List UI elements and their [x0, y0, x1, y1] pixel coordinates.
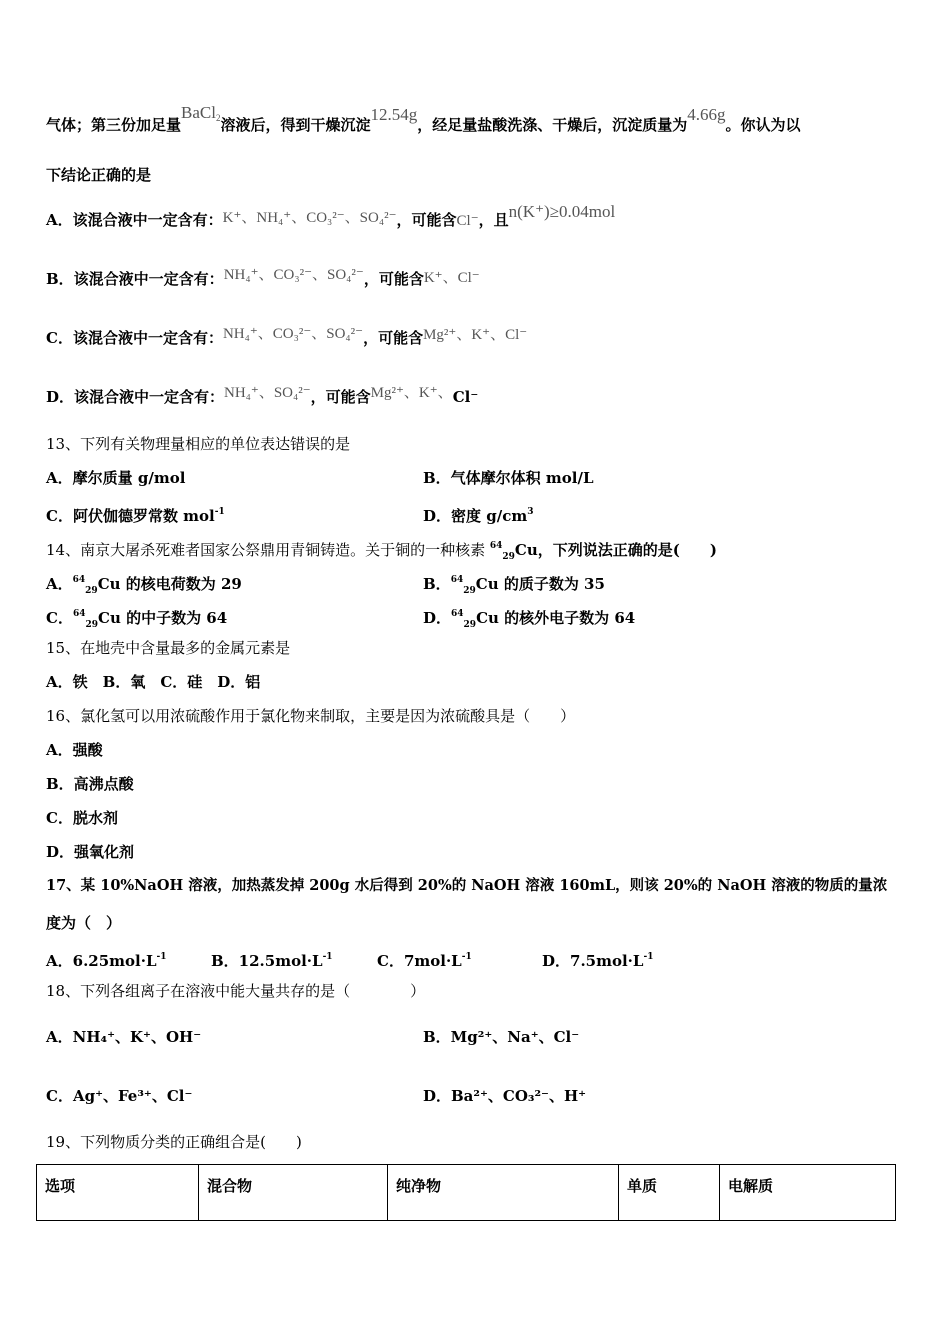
- q12-line1: [46, 103, 801, 137]
- table-header-cell: 选项: [37, 1165, 199, 1221]
- q12-c-may: Mg²⁺、K⁺、Cl⁻: [423, 327, 528, 343]
- table-header-cell: 单质: [619, 1165, 720, 1221]
- q18-options-row2: [46, 1086, 587, 1106]
- table-header-cell: 电解质: [720, 1165, 896, 1221]
- q13-stem: 13、下列有关物理量相应的单位表达错误的是: [46, 435, 351, 453]
- q14-option-c: C．$^{64}_{29}$Cu 的中子数为 64: [46, 609, 228, 630]
- q18-option-a: A．NH₄⁺、K⁺、OH⁻: [46, 1028, 202, 1046]
- formula-bacl2: BaCl2: [181, 103, 221, 123]
- q12-option-d: D．该混合液中一定含有：NH₄⁺、SO₄²⁻，可能含Mg²⁺、K⁺、Cl⁻: [46, 385, 479, 406]
- q16-option-b: B．高沸点酸: [46, 775, 134, 793]
- q12-b-may: K⁺、Cl⁻: [423, 270, 480, 286]
- q12-option-b: B．该混合液中一定含有：NH₄⁺、CO₃²⁻、SO₄²⁻，可能含K⁺、Cl⁻: [46, 267, 480, 288]
- q12-d-ions: NH₄⁺、SO₄²⁻: [224, 385, 311, 401]
- q12-d-may: Mg²⁺、K⁺、: [370, 385, 453, 401]
- q13-option-c: C．阿伏伽德罗常数 mol$^{-1}$: [46, 507, 225, 525]
- q15-stem: 15、在地壳中含量最多的金属元素是: [46, 639, 291, 657]
- q14-option-b: B．$^{64}_{29}$Cu 的质子数为 35: [423, 575, 605, 596]
- q12-option-a: A．该混合液中一定含有：K⁺、NH₄⁺、CO₃²⁻、SO₄²⁻，可能含Cl⁻，且n(K⁺)≥0.04mol: [46, 202, 616, 229]
- q17-option-d: D．$7.5mol\cdot L^{-1}$: [542, 952, 654, 970]
- q14-options-row1: [46, 570, 605, 601]
- q17-stem-line1: 17、某 10%NaOH 溶液，加热蒸发掉 200g 水后得到 20%的 NaOH 溶液 160mL，则该 20%的 NaOH 溶液的物质的量浓: [46, 877, 888, 894]
- q12-option-c: C．该混合液中一定含有：NH₄⁺、CO₃²⁻、SO₄²⁻，可能含Mg²⁺、K⁺、Cl⁻: [46, 326, 528, 347]
- q19-stem: 19、下列物质分类的正确组合是( ): [46, 1133, 302, 1151]
- q17-option-c: C．$7mol\cdot L^{-1}$: [377, 952, 472, 970]
- q14-options-row2: [46, 604, 636, 635]
- table-header-cell: 纯净物: [388, 1165, 619, 1221]
- q12-text-c: ，经足量盐酸洗涤、干燥后，沉淀质量为: [417, 116, 688, 134]
- q13-options-row1: [46, 468, 594, 488]
- q16-stem: 16、氯化氢可以用浓硫酸作用于氯化物来制取，主要是因为浓硫酸具是（ ）: [46, 707, 576, 725]
- q17-option-a: A．$6.25mol\cdot L^{-1}$: [46, 952, 167, 970]
- q18-option-d: D．Ba²⁺、CO₃²⁻、H⁺: [423, 1087, 587, 1105]
- q12-text-d: 。你认为以: [725, 116, 801, 134]
- q16-option-d: D．强氧化剂: [46, 843, 135, 861]
- q12-a-cl: Cl⁻: [456, 213, 479, 229]
- q18-options-row1: [46, 1027, 580, 1047]
- q12-a-ions: K⁺、NH₄⁺、CO₃²⁻、SO₄²⁻: [222, 210, 397, 226]
- atomic-number: 29: [502, 552, 515, 562]
- q14-option-d: D．$^{64}_{29}$Cu 的核外电子数为 64: [423, 609, 636, 630]
- q12-text-b: 溶液后，得到干燥沉淀: [220, 116, 371, 134]
- q13-options-row2: [46, 502, 534, 526]
- q12-d-cl: Cl⁻: [452, 388, 479, 406]
- q19-table: [36, 1164, 896, 1221]
- q16-option-a: A．强酸: [46, 741, 103, 759]
- q12-c-ions: NH₄⁺、CO₃²⁻、SO₄²⁻: [222, 326, 364, 342]
- q14-stem: 14、南京大屠杀死难者国家公祭鼎用青铜铸造。关于铜的一种核素 $^{64}_{29}$Cu，下列说法正确的是( ): [46, 541, 717, 562]
- q12-text-a: 气体；第三份加足量: [46, 116, 182, 134]
- q18-option-b: B．Mg²⁺、Na⁺、Cl⁻: [423, 1028, 580, 1046]
- mass-number: 64: [489, 541, 503, 551]
- q12-line2: 下结论正确的是: [46, 166, 152, 184]
- table-header-row: [37, 1165, 896, 1221]
- q13-option-a: A．摩尔质量 g/mol: [46, 469, 186, 487]
- q18-option-c: C．Ag⁺、Fe³⁺、Cl⁻: [46, 1087, 193, 1105]
- q12-b-ions: NH₄⁺、CO₃²⁻、SO₄²⁻: [223, 267, 364, 283]
- mass-1: 12.54g: [370, 105, 418, 124]
- mass-2: 4.66g: [687, 105, 726, 124]
- q15-options: A．铁 B．氧 C．硅 D．铝: [46, 673, 261, 691]
- q13-option-d: D．密度 $g/cm^3$: [423, 507, 534, 525]
- q16-option-c: C．脱水剂: [46, 809, 118, 827]
- q13-option-b: B．气体摩尔体积 mol/L: [423, 469, 594, 487]
- q17-stem-line2: 度为（ ）: [46, 914, 122, 932]
- q18-stem: 18、下列各组离子在溶液中能大量共存的是（ ）: [46, 982, 426, 1000]
- q12-a-condition: n(K⁺)≥0.04mol: [508, 202, 616, 221]
- q17-option-b: B．$12.5mol\cdot L^{-1}$: [211, 952, 333, 970]
- table-header-cell: 混合物: [199, 1165, 388, 1221]
- q14-option-a: A．$^{64}_{29}$Cu 的核电荷数为 29: [46, 575, 242, 596]
